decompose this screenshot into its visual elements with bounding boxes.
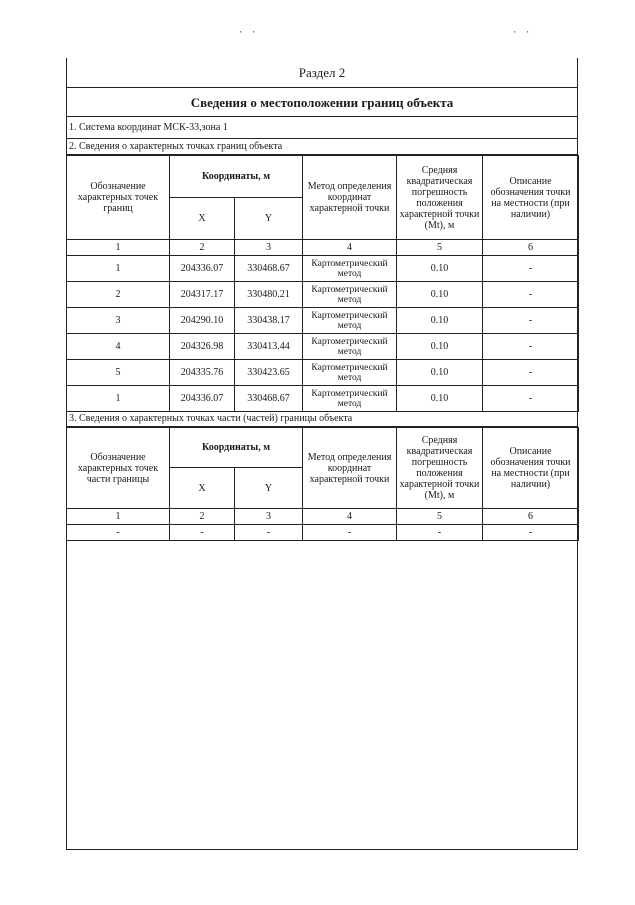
table-row	[67, 256, 579, 282]
point-label: 1	[67, 256, 170, 282]
point-label: -	[67, 525, 170, 541]
y-value: 330468.67	[235, 256, 303, 282]
method-value: Картометрический метод	[303, 308, 397, 334]
column-number: 2	[170, 240, 235, 256]
y-value: 330438.17	[235, 308, 303, 334]
description-value: -	[483, 308, 579, 334]
section-heading: Раздел 2	[66, 58, 578, 88]
y-value: 330423.65	[235, 360, 303, 386]
column-number: 4	[303, 509, 397, 525]
point-label: 1	[67, 386, 170, 412]
coordinate-system: 1. Система координат МСК-33,зона 1	[66, 117, 578, 139]
point-label: 5	[67, 360, 170, 386]
table-row	[67, 308, 579, 334]
method-value: Картометрический метод	[303, 256, 397, 282]
error-value: -	[397, 525, 483, 541]
y-value: 330480.21	[235, 282, 303, 308]
header-x: X	[170, 198, 235, 240]
header-method: Метод определения координат характерной точки	[303, 428, 397, 509]
column-number: 3	[235, 509, 303, 525]
x-value: -	[170, 525, 235, 541]
x-value: 204326.98	[170, 334, 235, 360]
method-value: Картометрический метод	[303, 282, 397, 308]
point-label: 3	[67, 308, 170, 334]
header-coordinates: Координаты, м	[170, 428, 303, 468]
table-row	[67, 386, 579, 412]
y-value: 330468.67	[235, 386, 303, 412]
method-value: -	[303, 525, 397, 541]
column-number: 3	[235, 240, 303, 256]
error-value: 0.10	[397, 360, 483, 386]
description-value: -	[483, 334, 579, 360]
error-value: 0.10	[397, 334, 483, 360]
header-error: Средняя квадратическая погрешность положения характерной точки (Mt), м	[397, 156, 483, 240]
x-value: 204290.10	[170, 308, 235, 334]
header-designation: Обозначение характерных точек части границы	[67, 428, 170, 509]
table-row	[67, 525, 579, 541]
point-label: 2	[67, 282, 170, 308]
header-y: Y	[235, 468, 303, 509]
error-value: 0.10	[397, 386, 483, 412]
error-value: 0.10	[397, 282, 483, 308]
x-value: 204335.76	[170, 360, 235, 386]
description-value: -	[483, 282, 579, 308]
boundary-points-table	[66, 155, 579, 412]
table-row	[67, 282, 579, 308]
scan-mark: · ·	[512, 28, 532, 38]
header-description: Описание обозначения точки на местности (при наличии)	[483, 428, 579, 509]
header-coordinates: Координаты, м	[170, 156, 303, 198]
column-number: 2	[170, 509, 235, 525]
part-boundary-points-table	[66, 427, 579, 541]
x-value: 204317.17	[170, 282, 235, 308]
table-row	[67, 334, 579, 360]
description-value: -	[483, 525, 579, 541]
column-number: 1	[67, 240, 170, 256]
column-number: 5	[397, 509, 483, 525]
column-number: 5	[397, 240, 483, 256]
y-value: -	[235, 525, 303, 541]
header-description: Описание обозначения точки на местности (при наличии)	[483, 156, 579, 240]
x-value: 204336.07	[170, 256, 235, 282]
header-x: X	[170, 468, 235, 509]
method-value: Картометрический метод	[303, 334, 397, 360]
column-number: 6	[483, 509, 579, 525]
column-number: 4	[303, 240, 397, 256]
x-value: 204336.07	[170, 386, 235, 412]
scan-mark: · ·	[238, 28, 258, 38]
method-value: Картометрический метод	[303, 360, 397, 386]
method-value: Картометрический метод	[303, 386, 397, 412]
column-number: 1	[67, 509, 170, 525]
table-row	[67, 360, 579, 386]
column-number: 6	[483, 240, 579, 256]
description-value: -	[483, 360, 579, 386]
description-value: -	[483, 256, 579, 282]
part3-title: 3. Сведения о характерных точках части (частей) границы объекта	[66, 410, 578, 427]
part2-title: 2. Сведения о характерных точках границ объекта	[66, 139, 578, 155]
point-label: 4	[67, 334, 170, 360]
description-value: -	[483, 386, 579, 412]
header-error: Средняя квадратическая погрешность положения характерной точки (Mt), м	[397, 428, 483, 509]
error-value: 0.10	[397, 256, 483, 282]
header-designation: Обозначение характерных точек границ	[67, 156, 170, 240]
y-value: 330413.44	[235, 334, 303, 360]
header-method: Метод определения координат характерной точки	[303, 156, 397, 240]
header-y: Y	[235, 198, 303, 240]
document-title: Сведения о местоположении границ объекта	[66, 88, 578, 117]
error-value: 0.10	[397, 308, 483, 334]
